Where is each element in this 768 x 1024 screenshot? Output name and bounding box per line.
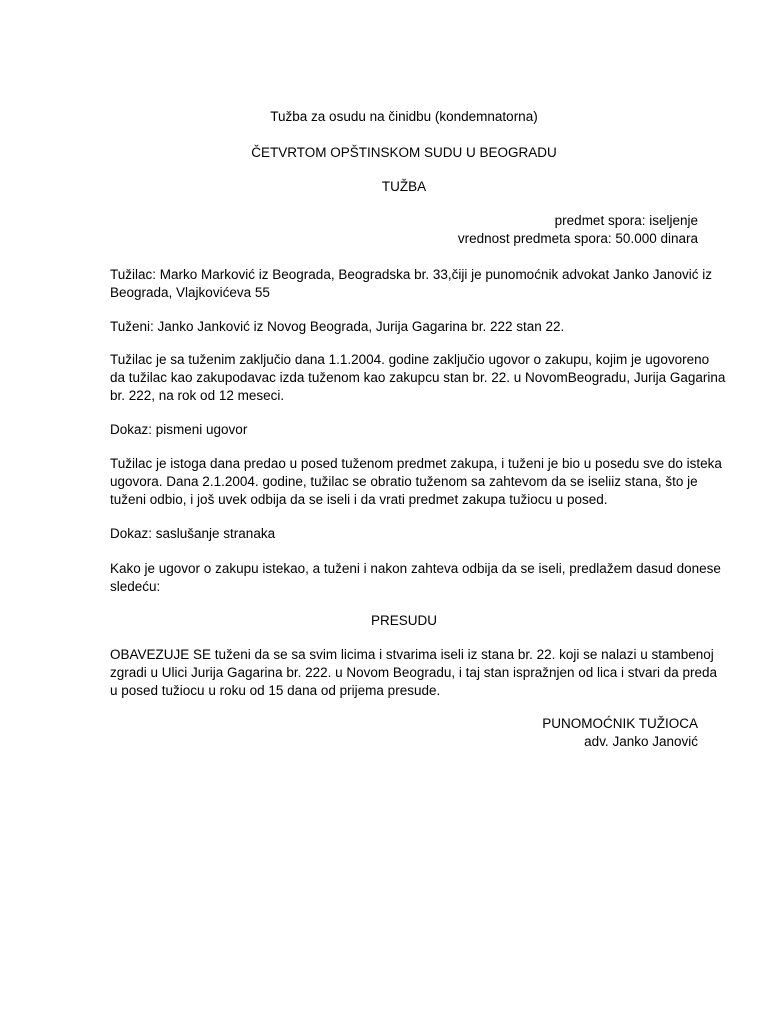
verdict-paragraph <box>110 646 718 700</box>
verdict-line: OBAVEZUJE SE tuženi da se sa svim licima i stvarima iseli iz stana br. 22. koji se nalazi u stambenoj <box>110 647 714 662</box>
plaintiff-line: Tužilac: Marko Marković iz Beograda, Beogradska br. 33,čiji je punomoćnik advokat Janko Janović iz <box>110 267 713 282</box>
verdict-line: u posed tužiocu u roku od 15 dana od prijema presude. <box>110 683 441 698</box>
verdict-line: zgradi u Ulici Jurija Gagarina br. 222. u Novom Beogradu, i taj stan ispražnjen od lica i stvari da preda <box>110 665 718 680</box>
dispute-subject: predmet spora: iseljenje <box>554 213 698 228</box>
facts-line: ugovora. Dana 2.1.2004. godine, tužilac se obratio tuženom sa zahtevom da se iseliiz stana, što je <box>110 474 698 489</box>
facts-paragraph-1 <box>110 351 726 405</box>
document-heading-type: Tužba za osudu na činidbu (kondemnatorna) <box>270 109 538 124</box>
defendant-paragraph: Tuženi: Janko Janković iz Novog Beograda, Jurija Gagarina br. 222 stan 22. <box>110 319 565 334</box>
plaintiff-paragraph <box>110 266 713 302</box>
facts-line: tuženi odbio, i još uvek odbija da se iseli i da vrati predmet zakupa tužiocu u posed. <box>110 492 608 507</box>
facts-line: Tužilac je sa tuženim zaključio dana 1.1.2004. godine zaključio ugovor o zakupu, kojim je ugovoreno <box>110 352 710 367</box>
facts-paragraph-2 <box>110 455 722 509</box>
signature-name: adv. Janko Janović <box>584 734 698 749</box>
document-title: TUŽBA <box>381 179 427 194</box>
facts-line: br. 222, na rok od 12 meseci. <box>110 388 285 403</box>
facts-line: da tužilac kao zakupodavac izda tuženom kao zakupcu stan br. 22. u NovomBeogradu, Jurija Gagarina <box>110 370 726 385</box>
dispute-value: vrednost predmeta spora: 50.000 dinara <box>457 231 698 246</box>
facts-line: Tužilac je istoga dana predao u posed tuženom predmet zakupa, i tuženi je bio u posedu sve do isteka <box>110 456 722 471</box>
signature-title: PUNOMOĆNIK TUŽIOCA <box>542 716 698 731</box>
proposal-line: Kako je ugovor o zakupu istekao, a tuženi i nakon zahteva odbija da se iseli, predlažem dasud donese <box>110 561 721 576</box>
evidence-1: Dokaz: pismeni ugovor <box>110 422 248 437</box>
proposal-line: sledeću: <box>110 579 161 594</box>
plaintiff-line: Beograda, Vlajkovićeva 55 <box>110 285 270 300</box>
verdict-title: PRESUDU <box>370 613 437 628</box>
court-name: ČETVRTOM OPŠTINSKOM SUDU U BEOGRADU <box>251 145 557 160</box>
proposal-paragraph <box>110 560 721 596</box>
evidence-2: Dokaz: saslušanje stranaka <box>110 526 276 541</box>
